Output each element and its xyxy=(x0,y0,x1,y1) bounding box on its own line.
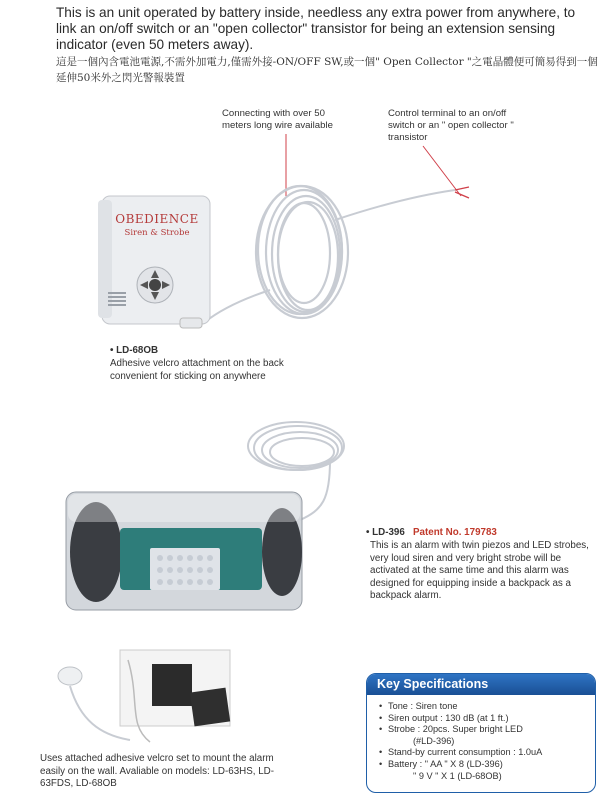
patent-number: Patent No. 179783 xyxy=(413,527,497,538)
spec-item: (#LD-396) xyxy=(413,735,455,746)
spec-item: • Siren output : 130 dB (at 1 ft.) xyxy=(379,712,509,723)
control-callout-line xyxy=(423,146,461,196)
spec-item: " 9 V " X 1 (LD-68OB) xyxy=(413,770,502,781)
wire-coil-upper xyxy=(256,186,348,318)
spec-title: Key Specifications xyxy=(377,677,489,691)
ld68ob-description: Adhesive velcro attachment on the back convenient for sticking on anywhere xyxy=(110,358,284,382)
ld396-description: This is an alarm with twin piezos and LED strobes, very loud siren and very bright strobe will be activated at the same time and this alarm was designed for equipping inside a backpack as a backpack alarm. xyxy=(370,540,589,601)
device-sub-label: Siren & Strobe xyxy=(124,228,190,238)
spec-item: • Battery : " AA " X 8 (LD-396) xyxy=(379,758,503,769)
spec-header xyxy=(367,674,595,695)
ld396-model: • LD-396 xyxy=(366,527,405,538)
velcro-mount-illustration xyxy=(58,650,230,742)
wire-lead xyxy=(335,190,455,220)
spec-item: • Tone : Siren tone xyxy=(379,701,458,711)
wire-terminal-ends xyxy=(455,187,469,198)
wire-length-callout: Connecting with over 50 meters long wire available xyxy=(222,108,333,131)
velcro-note: Uses attached adhesive velcro set to mount the alarm easily on the wall. Avaliable on models: LD-63HS, LD-63FDS, LD-68OB xyxy=(40,753,274,789)
device-cable xyxy=(205,290,270,322)
spec-item: • Stand-by current consumption : 1.0uA xyxy=(379,747,543,758)
control-terminal-callout: Control terminal to an on/off switch or an " open collector " transistor xyxy=(388,108,514,143)
intro-text-chinese: 這是一個內含電池電源,不需外加電力,僅需外接-ON/OFF SW,或一個" Open Collector "之電晶體便可簡易得到一個延伸50米外之閃光警報裝置 xyxy=(56,56,598,84)
ld396-heading xyxy=(366,527,586,540)
intro-text: This is an unit operated by battery inside, needless any extra power from anywhere, to link an on/off switch or an "open collector" transistor for being an extension sensing indicator (even 50 meters away). xyxy=(56,5,576,52)
key-specifications-box xyxy=(366,673,596,793)
spec-list xyxy=(379,701,542,782)
ld396-device xyxy=(66,492,302,610)
spec-item: • Strobe : 20pcs. Super bright LED xyxy=(379,724,523,735)
device-brand-label: OBEDIENCE xyxy=(115,212,199,226)
ld68ob-model: • LD-68OB xyxy=(110,345,159,356)
